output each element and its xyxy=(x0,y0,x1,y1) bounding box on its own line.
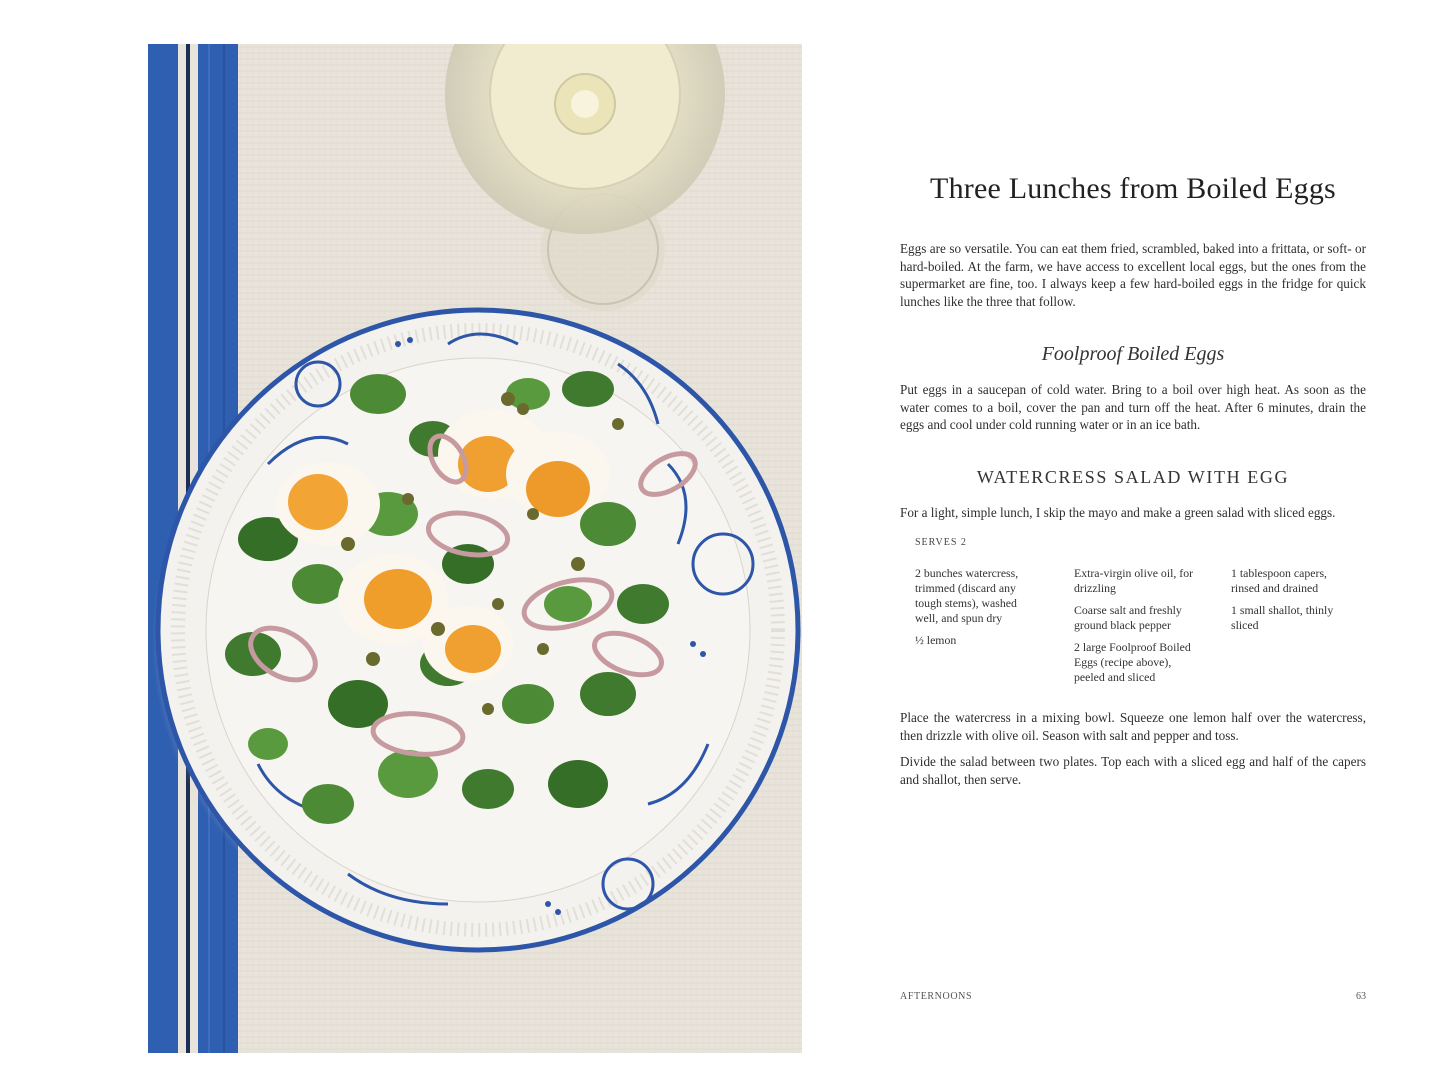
page-number: 63 xyxy=(1356,991,1366,1002)
ingredient: Coarse salt and freshly ground black pepper xyxy=(1074,603,1182,632)
ingredient: 2 bunches watercress, trimmed (discard any tough stems), washed well, and spun dry xyxy=(915,566,1019,625)
sub-recipe-method: Put eggs in a saucepan of cold water. Bring to a boil over high heat. As soon as the water comes to a boil, cover the pan and turn off the heat. After 6 minutes, drain the eggs and cool under cold running water or in an ice bath. xyxy=(900,382,1366,433)
recipe-lead: For a light, simple lunch, I skip the mayo and make a green salad with sliced eggs. xyxy=(900,505,1336,520)
page-title: Three Lunches from Boiled Eggs xyxy=(930,172,1336,205)
method-step-1: Place the watercress in a mixing bowl. Squeeze one lemon half over the watercress, then drizzle with olive oil. Season with salt and pepper and toss. xyxy=(900,710,1366,743)
ingredients-column-1 xyxy=(915,566,1035,655)
ingredients-column-2 xyxy=(1074,566,1194,692)
recipe-title: WATERCRESS SALAD WITH EGG xyxy=(976,467,1290,487)
ingredient: Extra-virgin olive oil, for drizzling xyxy=(1074,566,1194,595)
ingredients-column-3 xyxy=(1231,566,1351,640)
salad-illustration xyxy=(148,44,802,1053)
ingredient: 2 large Foolproof Boiled Eggs (recipe above), peeled and sliced xyxy=(1074,640,1191,684)
sub-recipe-title: Foolproof Boiled Eggs xyxy=(1041,343,1225,365)
section-footer: AFTERNOONS xyxy=(900,991,973,1002)
ingredient: 1 small shallot, thinly sliced xyxy=(1231,603,1334,632)
ingredient: 1 tablespoon capers, rinsed and drained xyxy=(1231,566,1327,595)
recipe-page xyxy=(900,0,1366,1077)
intro-paragraph: Eggs are so versatile. You can eat them fried, scrambled, baked into a frittata, or soft- or hard-boiled. At the farm, we have access to excellent local eggs, but the ones from the supermarket are fine, too. I always keep a few hard-boiled eggs in the fridge for quick lunches like the three that follow. xyxy=(900,241,1366,309)
salad-photo xyxy=(148,44,802,1053)
ingredient: ½ lemon xyxy=(915,633,957,647)
method-step-2: Divide the salad between two plates. Top each with a sliced egg and half of the capers and shallot, then serve. xyxy=(900,754,1366,787)
serves-label: SERVES 2 xyxy=(915,537,967,548)
